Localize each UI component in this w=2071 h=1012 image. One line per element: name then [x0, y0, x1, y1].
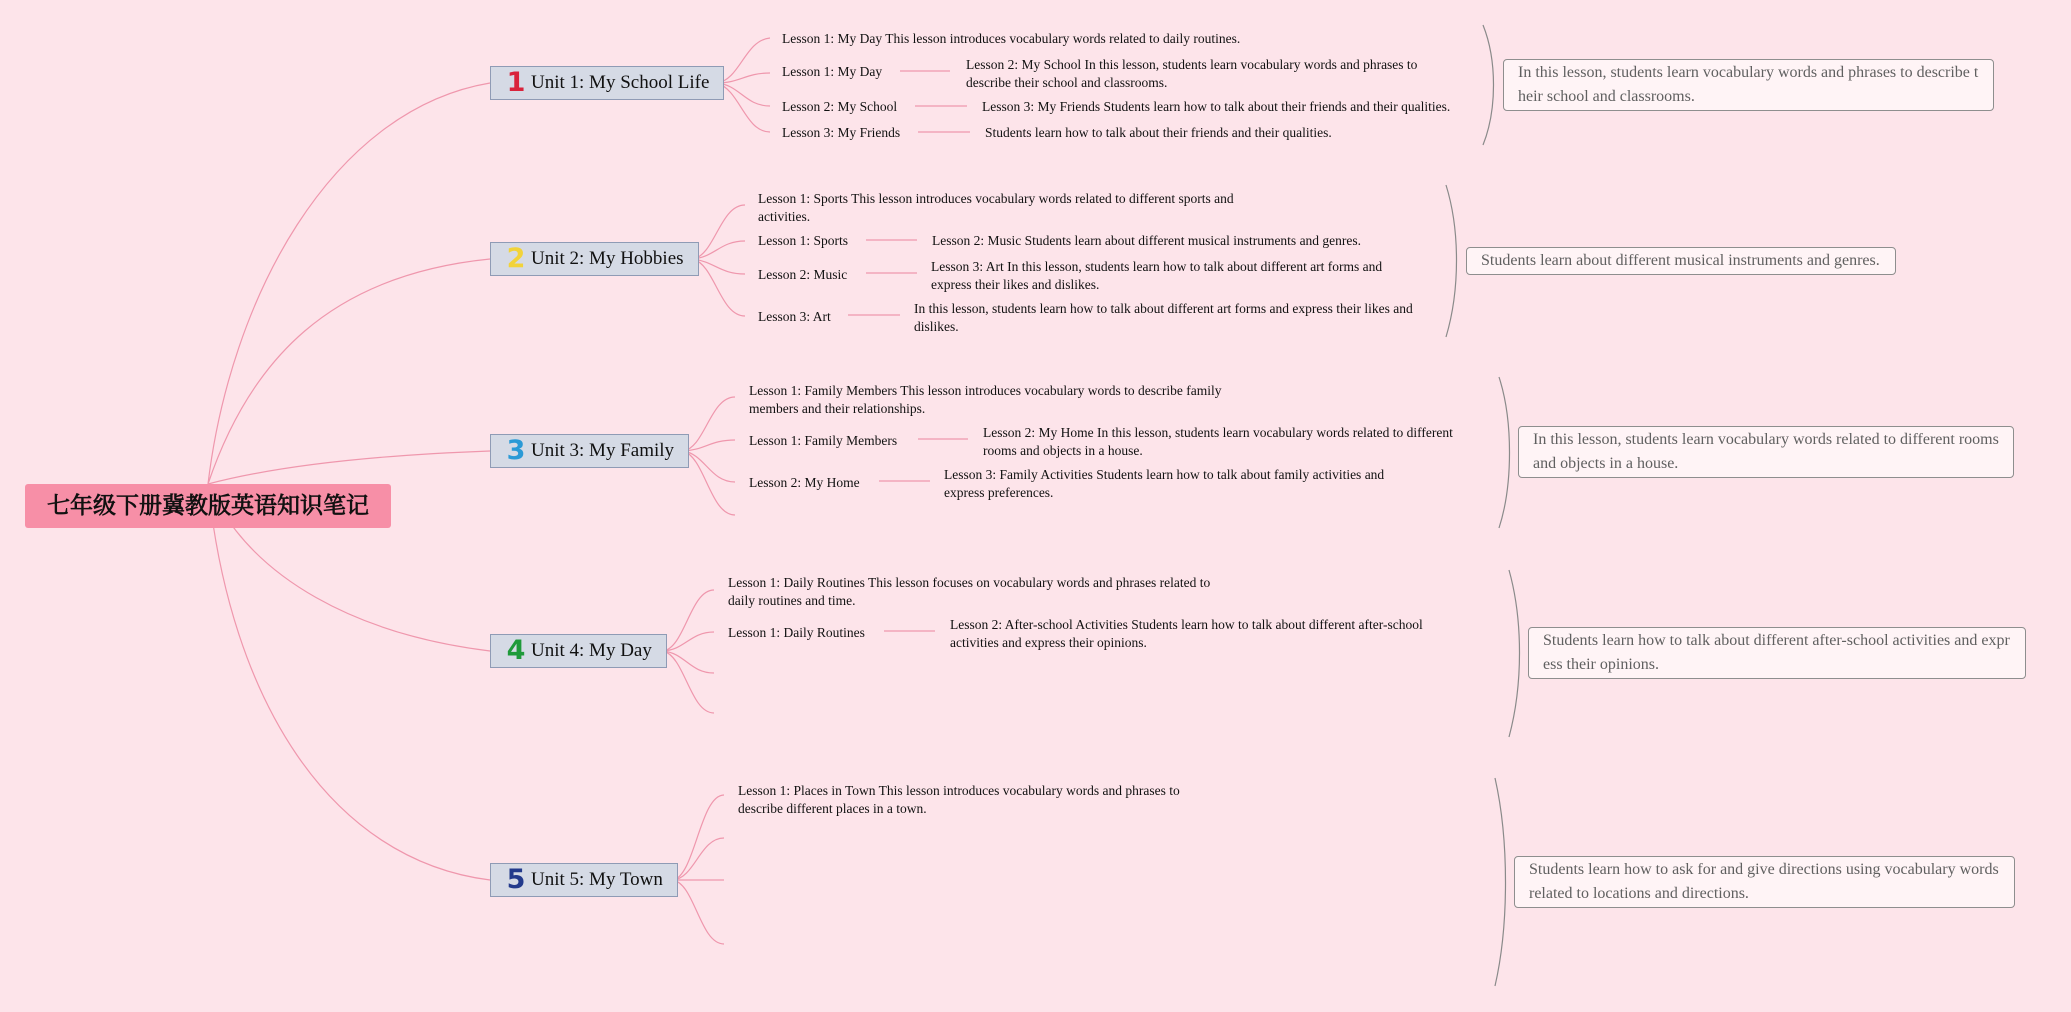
unit-1-item-1[interactable]: Lesson 1: My Day This lesson introduces vocabulary words related to daily routines.: [782, 31, 1241, 46]
unit-2-item-1[interactable]: Lesson 1: Sports This lesson introduces vocabulary words related to different sports and activities.: [758, 191, 1234, 224]
unit-3-item-2[interactable]: Lesson 1: Family Members: [749, 433, 898, 448]
unit-3-item-4[interactable]: Lesson 2: My Home: [749, 475, 860, 490]
root-topic[interactable]: 七年级下册冀教版英语知识笔记: [25, 484, 391, 528]
unit-4-item-1[interactable]: Lesson 1: Daily Routines This lesson focuses on vocabulary words and phrases related to daily routines and time.: [728, 575, 1211, 608]
unit-3-item-5[interactable]: Lesson 3: Family Activities Students learn how to talk about family activities and express preferences.: [944, 467, 1385, 500]
unit-2-item-7[interactable]: In this lesson, students learn how to talk about different art forms and express their likes and dislikes.: [914, 301, 1413, 334]
unit-2-item-3[interactable]: Lesson 2: Music Students learn about different musical instruments and genres.: [932, 233, 1362, 248]
unit-4-item-3[interactable]: Lesson 2: After-school Activities Students learn how to talk about different after-school activities and express their opinions.: [950, 617, 1423, 650]
unit-1-item-2[interactable]: Lesson 1: My Day: [782, 64, 883, 79]
unit-1-item-4[interactable]: Lesson 2: My School: [782, 99, 898, 114]
unit-4-item-2[interactable]: Lesson 1: Daily Routines: [728, 625, 865, 640]
number-1-icon: 1: [506, 67, 526, 98]
unit-3-summary[interactable]: In this lesson, students learn vocabulary words related to different rooms and objects in a house.: [1518, 426, 2014, 478]
unit-2-title: Unit 2: My Hobbies: [531, 248, 684, 269]
number-3-icon: 3: [506, 435, 526, 466]
unit-2-summary[interactable]: Students learn about different musical instruments and genres.: [1466, 247, 1896, 275]
unit-2-item-2[interactable]: Lesson 1: Sports: [758, 233, 849, 248]
number-4-icon: 4: [506, 635, 526, 666]
unit-2-item-4[interactable]: Lesson 2: Music: [758, 267, 848, 282]
number-2-icon: 2: [506, 243, 526, 274]
unit-1-title: Unit 1: My School Life: [531, 72, 710, 93]
unit-1-summary[interactable]: In this lesson, students learn vocabulary words and phrases to describe their school and classrooms.: [1503, 59, 1994, 111]
unit-4-topic[interactable]: [490, 634, 667, 668]
unit-3-item-3[interactable]: Lesson 2: My Home In this lesson, students learn vocabulary words related to different rooms and objects in a house.: [983, 425, 1453, 458]
unit-2-item-6[interactable]: Lesson 3: Art: [758, 309, 831, 324]
unit-4-summary[interactable]: Students learn how to talk about different after-school activities and express their opinions.: [1528, 627, 2026, 679]
unit-1-topic[interactable]: [490, 66, 724, 100]
unit-5-title: Unit 5: My Town: [531, 869, 663, 890]
unit-1-item-7[interactable]: Students learn how to talk about their friends and their qualities.: [985, 125, 1332, 140]
unit-1-item-6[interactable]: Lesson 3: My Friends: [782, 125, 901, 140]
unit-2-topic[interactable]: [490, 242, 699, 276]
unit-3-item-1[interactable]: Lesson 1: Family Members This lesson introduces vocabulary words to describe family members and their relationships.: [749, 383, 1222, 416]
unit-1-item-5[interactable]: Lesson 3: My Friends Students learn how to talk about their friends and their qualities.: [982, 99, 1451, 114]
unit-4-title: Unit 4: My Day: [531, 640, 652, 661]
number-5-icon: 5: [506, 864, 526, 895]
unit-3-topic[interactable]: [490, 434, 689, 468]
unit-5-summary[interactable]: Students learn how to ask for and give directions using vocabulary words related to locations and directions.: [1514, 856, 2015, 908]
unit-2-item-5[interactable]: Lesson 3: Art In this lesson, students learn how to talk about different art forms and express their likes and dislikes.: [931, 259, 1383, 292]
unit-1-item-3[interactable]: Lesson 2: My School In this lesson, students learn vocabulary words and phrases to describe their school and classrooms.: [966, 57, 1418, 90]
unit-5-item-1[interactable]: Lesson 1: Places in Town This lesson introduces vocabulary words and phrases to describe different places in a town.: [738, 783, 1180, 816]
unit-3-title: Unit 3: My Family: [531, 440, 675, 461]
unit-5-topic[interactable]: [490, 863, 678, 897]
